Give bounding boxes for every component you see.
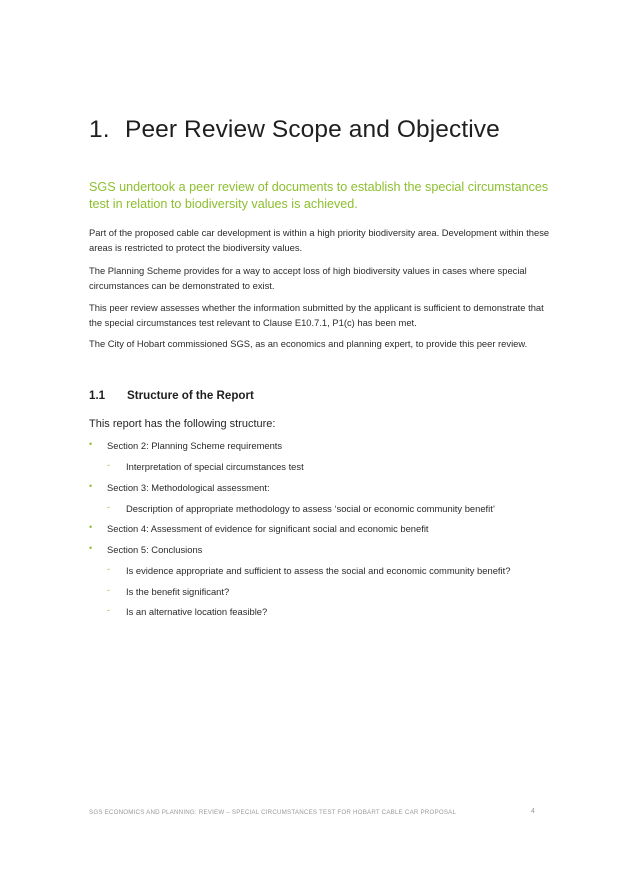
dash-marker: - bbox=[107, 460, 110, 470]
paragraph-3: This peer review assesses whether the information submitted by the applicant is sufficient to demonstrate that the special circumstances test relevant to Clause E10.7.1, P1(c) has been met. bbox=[89, 302, 544, 328]
bullet-marker: • bbox=[89, 522, 93, 532]
subsection-heading-title: Structure of the Report bbox=[127, 389, 254, 402]
list-item-section-2: Section 2: Planning Scheme requirements bbox=[107, 440, 283, 451]
section-heading-number: 1. bbox=[89, 116, 110, 143]
list-item-section-3: Section 3: Methodological assessment: bbox=[107, 482, 270, 493]
bullet-marker: • bbox=[89, 543, 93, 553]
structure-intro: This report has the following structure: bbox=[89, 418, 276, 430]
subsection-heading bbox=[89, 389, 254, 402]
sub-item-interpretation: Interpretation of special circumstances test bbox=[126, 461, 304, 472]
dash-marker: - bbox=[107, 605, 110, 615]
list-item-section-5: Section 5: Conclusions bbox=[107, 544, 203, 555]
dash-marker: - bbox=[107, 585, 110, 595]
paragraph-2: The Planning Scheme provides for a way to accept loss of high biodiversity values in cases where special circumstances can be demonstrated to exist. bbox=[89, 265, 527, 291]
paragraph-4: The City of Hobart commissioned SGS, as an economics and planning expert, to provide this peer review. bbox=[89, 338, 528, 349]
sub-item-methodology: Description of appropriate methodology to assess ‘social or economic community benefit’ bbox=[126, 503, 495, 514]
dash-marker: - bbox=[107, 502, 110, 512]
dash-marker: - bbox=[107, 564, 110, 574]
list-item-section-4: Section 4: Assessment of evidence for significant social and economic benefit bbox=[107, 523, 429, 534]
bullet-marker: • bbox=[89, 481, 93, 491]
page-footer: SGS ECONOMICS AND PLANNING: REVIEW – SPECIAL CIRCUMSTANCES TEST FOR HOBART CABLE CAR PROPOSAL bbox=[89, 809, 457, 816]
lead-statement: SGS undertook a peer review of documents to establish the special circumstances test in relation to biodiversity values is achieved. bbox=[89, 180, 549, 211]
section-heading bbox=[89, 116, 500, 144]
bullet-marker: • bbox=[89, 439, 93, 449]
section-heading-title: Peer Review Scope and Objective bbox=[125, 116, 500, 143]
page-number: 4 bbox=[531, 808, 535, 815]
sub-item-benefit: Is the benefit significant? bbox=[126, 586, 230, 597]
subsection-heading-number: 1.1 bbox=[89, 389, 106, 402]
sub-item-evidence: Is evidence appropriate and sufficient to assess the social and economic community benefit? bbox=[126, 565, 511, 576]
sub-item-alternative-location: Is an alternative location feasible? bbox=[126, 606, 268, 617]
paragraph-1: Part of the proposed cable car development is within a high priority biodiversity area. Development within these areas is restricted to protect the biodiversity values. bbox=[89, 227, 550, 253]
